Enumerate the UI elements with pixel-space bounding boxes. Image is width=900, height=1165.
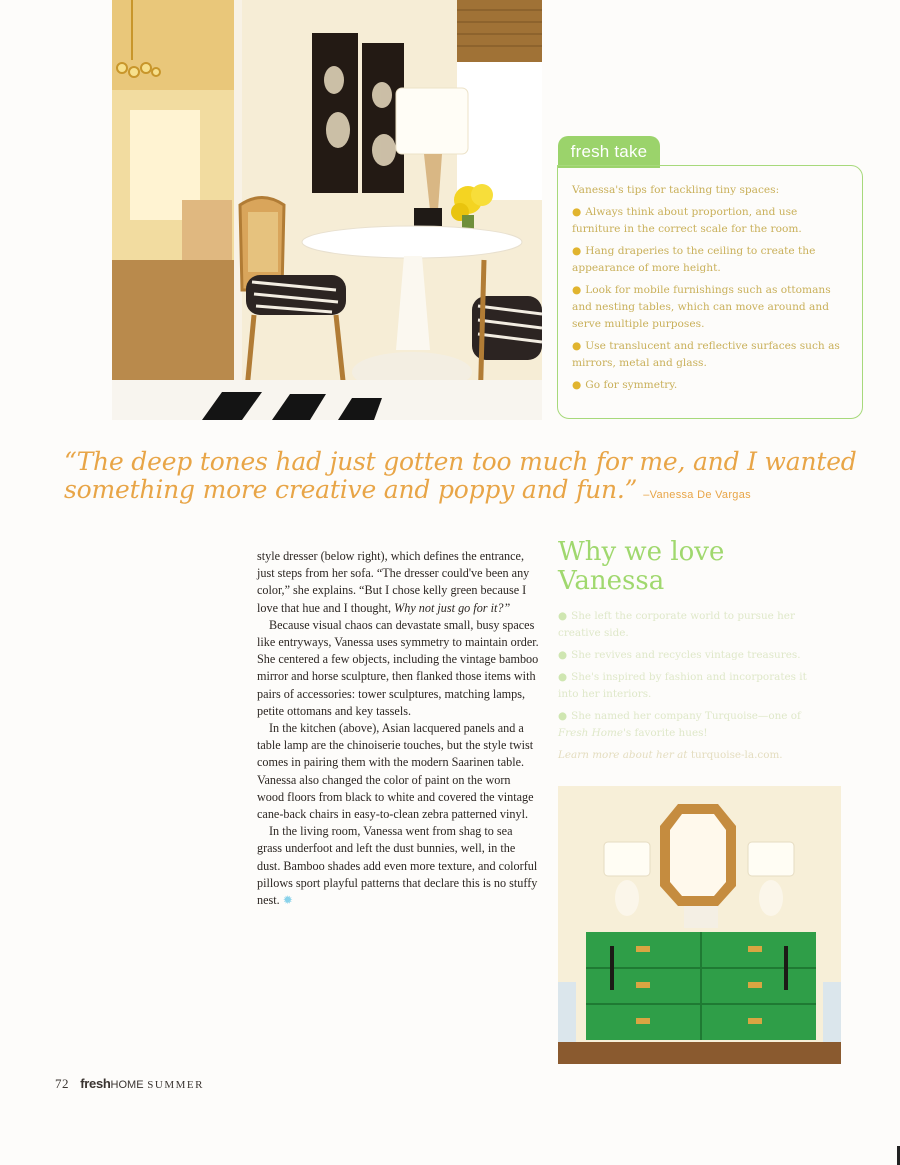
bullet-icon: ● [572, 284, 582, 296]
bullet-icon: ● [558, 671, 568, 683]
bullet-icon: ● [572, 379, 582, 391]
learn-more: Learn more about her at turquoise-la.com. [558, 749, 783, 761]
why-we-love-title: Why we love Vanessa [558, 537, 725, 596]
fresh-take-tip: ● Always think about proportion, and use furniture in the correct scale for the room. [572, 206, 802, 235]
pull-quote-attribution: –Vanessa De Vargas [643, 489, 751, 501]
pull-quote-line-1: “The deep tones had just gotten too much for me, and I wanted [64, 447, 857, 476]
bullet-icon: ● [572, 245, 582, 257]
page-number: 72 [55, 1076, 69, 1091]
body-paragraph-3: In the kitchen (above), Asian lacquered panels and a table lamp are the chinoiserie touches, but the style twist comes in pairing them with the modern Saarinen table. Vanessa also changed the color of paint on the worn wood floors from black to white and covered the vintage cane-back chairs in easy-to-clean zebra patterned vinyl. [257, 721, 534, 822]
fresh-take-tip: ● Use translucent and reflective surfaces such as mirrors, metal and glass. [572, 340, 840, 369]
bullet-icon: ● [572, 340, 582, 352]
body-paragraph-2: Because visual chaos can devastate small, busy spaces like entryways, Vanessa uses symmetry to maintain order. She centered a few objects, including the vintage bamboo mirror and horse sculpture, then flanked those items with pairs of accessories: tower sculptures, matching lamps, petite ottomans and key tassels. [257, 617, 539, 718]
why-we-love-list [558, 608, 828, 742]
pull-quote-line-2: something more creative and poppy and fun.” –Vanessa De Vargas [64, 475, 751, 504]
why-we-love-sidebar [558, 538, 828, 764]
bullet-icon: ● [558, 649, 568, 661]
fresh-take-tab: fresh take [558, 136, 660, 168]
body-paragraph-1: style dresser (below right), which defines the entrance, just steps from her sofa. “The dresser could've been any color,” she explains. “But I chose kelly green because I love that hue and I thought, Why not just go for it?” [257, 549, 530, 615]
fresh-take-tips [572, 204, 848, 394]
article-body [257, 548, 539, 909]
why-item: ● She named her company Turquoise—one of Fresh Home's favorite hues! [558, 710, 801, 739]
pull-quote [64, 448, 874, 509]
bullet-icon: ● [572, 206, 582, 218]
fresh-take-tip: ● Hang draperies to the ceiling to create the appearance of more height. [572, 245, 816, 274]
bullet-icon: ● [558, 710, 568, 722]
website-link[interactable]: turquoise-la.com. [690, 749, 783, 761]
body-paragraph-4: In the living room, Vanessa went from shag to sea grass underfoot and left the dust bunnies, well, in the dust. Bamboo shades add even more texture, and colorful pillows sport playful patterns that declare this is no stuffy nest. ✹ [257, 824, 538, 908]
brand-fresh: fresh [80, 1076, 111, 1091]
fresh-take-intro: Vanessa's tips for tackling tiny spaces: [572, 184, 780, 196]
kitchen-photo [112, 0, 542, 420]
why-item: ● She left the corporate world to pursue her creative side. [558, 610, 795, 639]
dresser-photo [558, 786, 841, 1064]
fresh-take-box [557, 165, 863, 419]
fresh-take-tip: ● Go for symmetry. [572, 379, 678, 391]
brand-home: HOME [110, 1079, 144, 1091]
page-footer [55, 1076, 204, 1092]
body-italic-phrase: Why not just go for it?” [394, 600, 511, 615]
issue-season: SUMMER [147, 1079, 204, 1091]
why-item: ● She's inspired by fashion and incorporates it into her interiors. [558, 671, 807, 700]
end-mark-icon: ✹ [282, 893, 293, 908]
fresh-take-tip: ● Look for mobile furnishings such as ottomans and nesting tables, which can move around and serve multiple purposes. [572, 284, 831, 330]
bullet-icon: ● [558, 610, 568, 622]
why-item: ● She revives and recycles vintage treasures. [558, 649, 801, 661]
